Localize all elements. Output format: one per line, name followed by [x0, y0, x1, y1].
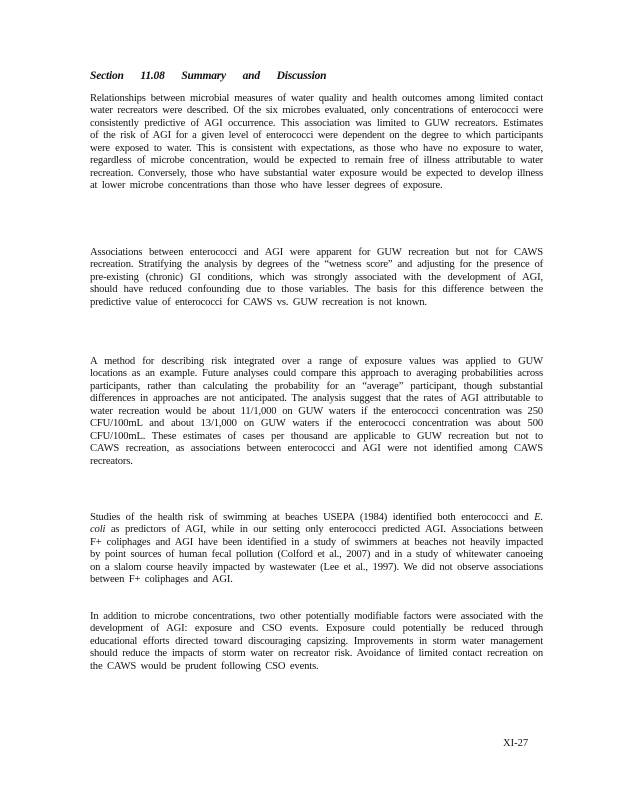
- paragraph-text-part: as predictors of AGI, while in our setting only enterococci predicted AGI. Associations between F+ coliphages and AGI have been identified in a study of swimmers at beaches not heavily impacted by point sources of human fecal pollution (Colford et al., 2007) and in a study of whitewater canoeing on a slalom course heavily impacted by wastewater (Lee et al., 1997). We did not observe associations between F+ coliphages and AGI.: [90, 524, 543, 586]
- paragraph-modifiable-factors: In addition to microbe concentrations, two other potentially modifiable factors were associated with the development of AGI: exposure and CSO events. Exposure could potentially be reduced through educational efforts directed toward discouraging capsizing. Improvements in storm water management should reduce the impacts of storm water on recreator risk. Avoidance of limited contact recreation on the CAWS would be prudent following CSO events.: [90, 611, 543, 672]
- paragraph-text-part: Studies of the health risk of swimming at beaches USEPA (1984) identified both enterococci and: [90, 512, 535, 523]
- page-number: XI-27: [503, 738, 529, 749]
- paragraph-caws-vs-guw: Associations between enterococci and AGI were apparent for GUW recreation but not for CAWS recreation. Stratifying the analysis by degrees of the “wetness score” and adjusting for the presence of pre-existing (chronic) GI conditions, which was strongly associated with the development of AGI, should have reduced confounding due to those variables. The basis for this difference between the predictive value of enterococci for CAWS vs. GUW recreation is not known.: [90, 247, 543, 308]
- species-name: E. coli: [90, 512, 543, 536]
- paragraph-summary: Relationships between microbial measures of water quality and health outcomes among limited contact water recreators were described. Of the six microbes evaluated, only concentrations of enterococci were consistently predictive of AGI occurrence. This association was limited to GUW recreators. Estimates of the risk of AGI for a given level of enterococci were dependent on the degree to which participants were exposed to water. This is consistent with expectations, as those who have no exposure to water, regardless of microbe concentration, would be expected to remain free of illness attributable to water recreation. Conversely, those who have substantial water exposure would be expected to develop illness at lower microbe concentrations than those who have lesser degrees of exposure.: [90, 93, 543, 192]
- paragraph-health-studies: [90, 512, 543, 587]
- section-heading: Section 11.08 Summary and Discussion: [90, 70, 327, 82]
- paragraph-risk-method: A method for describing risk integrated over a range of exposure values was applied to GUW locations as an example. Future analyses could compare this approach to averaging probabilities across participants, rather than calculating the probability for an “average” participant, though substantial differences in approaches are not anticipated. The analysis suggest that the rates of AGI attributable to water recreation would be about 11/1,000 on GUW waters if the enterococci concentration was 250 CFU/100mL and about 13/1,000 on GUW waters if the enterococci concentration was about 500 CFU/100mL. These estimates of cases per thousand are applicable to GUW recreation but not to CAWS recreation, as associations between enterococci and AGI were not identified among CAWS recreators.: [90, 356, 543, 467]
